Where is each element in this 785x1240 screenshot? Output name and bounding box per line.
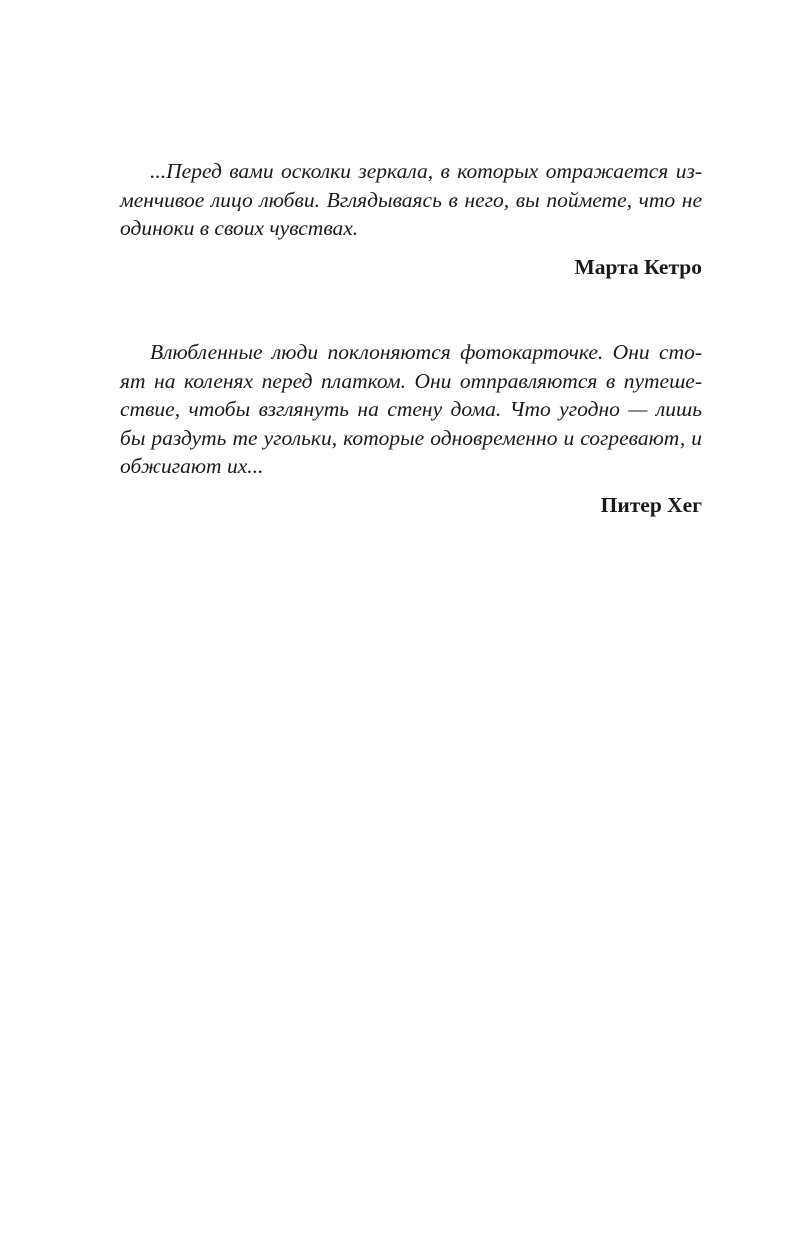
quote-line: одиноки в своих чувствах. [120, 216, 359, 241]
quote-line: бы раздуть те угольки, которые одновременно и согревают, и [120, 425, 702, 450]
quote-line: ят на коленях перед платком. Они отправляются в путеше- [120, 368, 702, 393]
quote-line: ...Перед вами осколки зеркала, в которых отражается из- [150, 159, 702, 183]
quote-line: обжигают их... [120, 454, 264, 479]
quote-line: менчивое лицо любви. Вглядываясь в него, вы поймете, что не [120, 187, 702, 212]
quote-author: Марта Кетро [574, 254, 702, 279]
epigraph-marta-ketro [120, 157, 702, 281]
quote-line: ствие, чтобы взглянуть на стену дома. Что угодно — лишь [120, 397, 702, 422]
quote-line: Влюбленные люди поклоняются фотокарточке. Они сто- [150, 340, 702, 364]
quote-author: Питер Хег [600, 492, 702, 517]
epigraph-peter-hoeg [120, 338, 702, 519]
